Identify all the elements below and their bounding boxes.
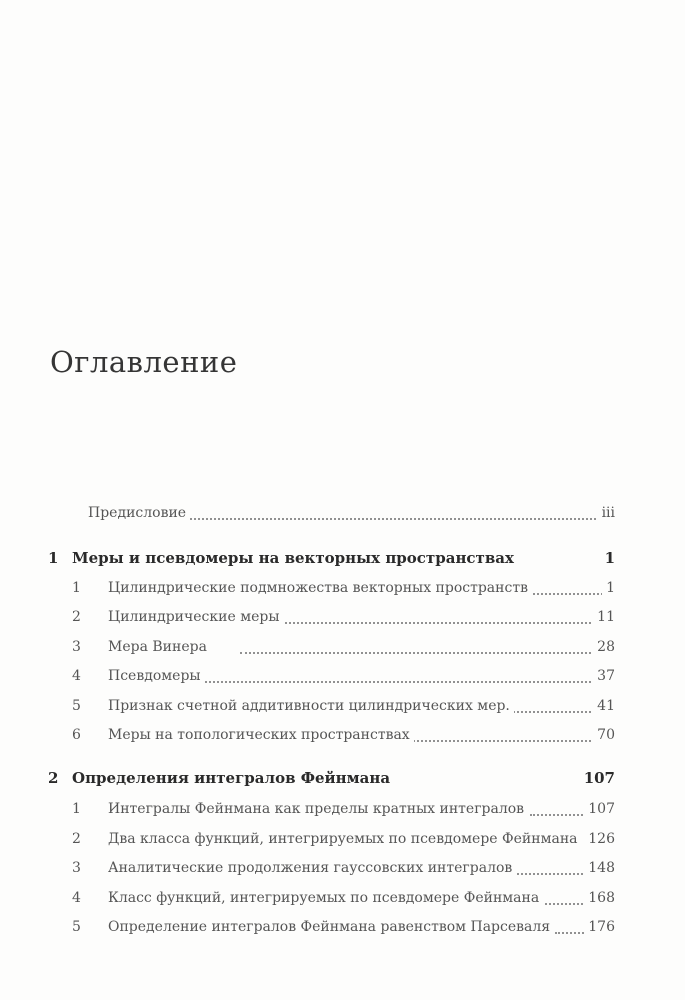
section-title: Интегралы Фейнмана как пределы кратных интегралов [108,798,528,820]
toc-section-2-5[interactable] [0,916,685,938]
leader-dots [205,679,615,683]
section-title: Класс функций, интегрируемых по псевдомере Фейнмана [108,887,543,909]
toc-chapter-2[interactable] [0,767,685,789]
toc-section-1-5[interactable] [0,695,685,717]
chapter-page: 107 [580,767,615,789]
section-number: 5 [72,919,81,935]
toc-section-1-2[interactable] [0,606,685,628]
section-page: 37 [593,665,615,687]
chapter-number: 2 [48,769,59,787]
toc-section-2-4[interactable] [0,887,685,909]
section-page: 41 [593,695,615,717]
chapter-title: Определения интегралов Фейнмана [72,767,394,789]
leader-dots [520,591,615,595]
section-title: Псевдомеры [108,665,205,687]
section-number: 3 [72,860,81,876]
section-page: 176 [584,916,615,938]
toc-preface-label: Предисловие [88,502,190,524]
page-title: Оглавление [50,345,238,379]
section-page: 148 [584,857,615,879]
section-title: Определение интегралов Фейнмана равенством Парсеваля [108,916,554,938]
section-title: Цилиндрические подмножества векторных пространств [108,577,532,599]
section-number: 2 [72,609,81,625]
section-page: 107 [584,798,615,820]
section-number: 3 [72,639,81,655]
section-title: Два класса функций, интегрируемых по псевдомере Фейнмана [108,828,582,850]
leader-dots [175,516,615,520]
toc-preface-page: iii [598,502,615,524]
section-number: 4 [72,668,81,684]
toc-section-2-2[interactable] [0,828,685,850]
section-title: Аналитические продолжения гауссовских интегралов [108,857,516,879]
section-page: 70 [593,724,615,746]
section-page: 168 [584,887,615,909]
leader-dots [410,738,615,742]
toc-section-2-1[interactable] [0,798,685,820]
leader-dots [280,620,615,624]
toc-section-1-1[interactable] [0,577,685,599]
section-title: Признак счетной аддитивности цилиндрических мер. [108,695,514,717]
section-title: Мера Винера [108,636,211,658]
chapter-title: Меры и псевдомеры на векторных пространствах [72,547,518,569]
section-page: 1 [602,577,615,599]
section-page: 126 [584,828,615,850]
section-title: Меры на топологических пространствах [108,724,414,746]
toc-section-1-4[interactable] [0,665,685,687]
section-page: 11 [593,606,615,628]
section-number: 2 [72,831,81,847]
chapter-page: 1 [601,547,615,569]
leader-dots [240,650,615,654]
toc-preface[interactable] [0,502,685,524]
toc-section-1-3[interactable] [0,636,685,658]
toc-section-1-6[interactable] [0,724,685,746]
section-number: 1 [72,580,81,596]
toc-section-2-3[interactable] [0,857,685,879]
section-number: 6 [72,727,81,743]
section-page: 28 [593,636,615,658]
toc-chapter-1[interactable] [0,547,685,569]
chapter-number: 1 [48,549,59,567]
section-title: Цилиндрические меры [108,606,284,628]
section-number: 1 [72,801,81,817]
section-number: 5 [72,698,81,714]
section-number: 4 [72,890,81,906]
